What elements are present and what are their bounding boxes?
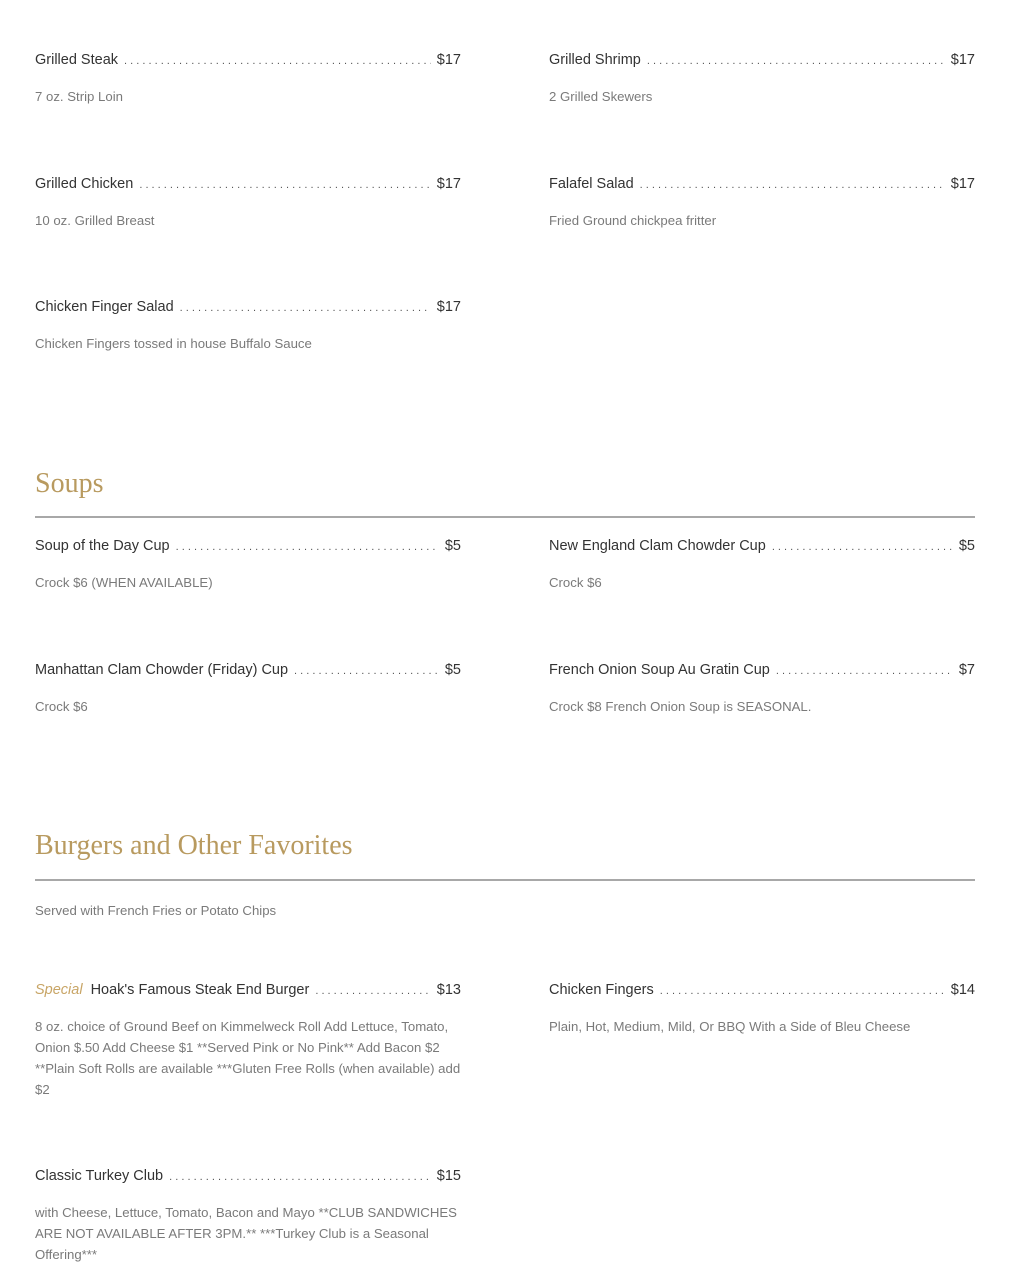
menu-item-grilled-shrimp (549, 52, 975, 107)
special-tag: Special (35, 982, 83, 998)
item-price: $17 (950, 176, 975, 192)
section-divider (35, 516, 975, 518)
item-description: 7 oz. Strip Loin (35, 89, 123, 104)
item-name: Chicken Finger Salad (35, 299, 174, 315)
dot-leader (169, 1171, 431, 1183)
item-name: Soup of the Day Cup (35, 538, 170, 554)
item-description: Crock $8 French Onion Soup is SEASONAL. (549, 699, 812, 714)
item-price: $17 (436, 52, 461, 68)
item-price: $5 (444, 538, 461, 554)
item-name: Falafel Salad (549, 176, 634, 192)
item-price: $15 (436, 1168, 461, 1184)
section-note: Served with French Fries or Potato Chips (35, 903, 277, 918)
item-description: 10 oz. Grilled Breast (35, 213, 155, 228)
item-price: $14 (950, 982, 975, 998)
item-name: Hoak's Famous Steak End Burger (90, 982, 310, 998)
item-name: Manhattan Clam Chowder (Friday) Cup (35, 662, 289, 678)
menu-item-chicken-fingers (549, 982, 975, 1037)
menu-item-grilled-chicken (35, 176, 461, 231)
item-description: 8 oz. choice of Ground Beef on Kimmelweck Roll Add Lettuce, Tomato, Onion $.50 Add Cheese $1 **Served Pink or No Pink** Add Bacon $2 **Plain Soft Rolls are available ***Gluten Free Rolls (when available) add $2 (35, 1019, 461, 1097)
menu-item-chicken-finger-salad (35, 299, 461, 354)
item-name: Grilled Chicken (35, 176, 134, 192)
item-price: $17 (950, 52, 975, 68)
item-price: $5 (444, 662, 461, 678)
section-title-soups: Soups (35, 468, 104, 499)
item-description: Fried Ground chickpea fritter (549, 213, 717, 228)
item-name: Grilled Shrimp (549, 52, 641, 68)
section-divider (35, 879, 975, 881)
menu-item-falafel-salad (549, 176, 975, 231)
dot-leader (772, 541, 953, 553)
menu-item-manhattan-clam-chowder (35, 662, 461, 717)
item-name: Chicken Fingers (549, 982, 654, 998)
dot-leader (180, 302, 431, 314)
section-title-burgers: Burgers and Other Favorites (35, 830, 353, 861)
menu-item-grilled-steak (35, 52, 461, 107)
item-description: Crock $6 (35, 699, 88, 714)
item-description: with Cheese, Lettuce, Tomato, Bacon and Mayo **CLUB SANDWICHES ARE NOT AVAILABLE AFTER 3PM.** ***Turkey Club is a Seasonal Offering*** (35, 1205, 457, 1262)
dot-leader (647, 55, 945, 67)
dot-leader (640, 179, 945, 191)
item-price: $17 (436, 176, 461, 192)
item-price: $13 (436, 982, 461, 998)
item-description: Plain, Hot, Medium, Mild, Or BBQ With a Side of Bleu Cheese (549, 1019, 911, 1034)
item-price: $5 (958, 538, 975, 554)
item-name: Grilled Steak (35, 52, 119, 68)
item-description: Crock $6 (WHEN AVAILABLE) (35, 575, 213, 590)
dot-leader (660, 985, 945, 997)
item-price: $7 (958, 662, 975, 678)
item-description: Crock $6 (549, 575, 602, 590)
item-description: 2 Grilled Skewers (549, 89, 653, 104)
item-description: Chicken Fingers tossed in house Buffalo Sauce (35, 336, 312, 351)
dot-leader (315, 985, 430, 997)
item-name: French Onion Soup Au Gratin Cup (549, 662, 770, 678)
menu-item-new-england-clam-chowder (549, 538, 975, 593)
menu-item-steak-end-burger (35, 982, 461, 1100)
menu-item-soup-of-the-day (35, 538, 461, 593)
item-name: New England Clam Chowder Cup (549, 538, 766, 554)
menu-item-classic-turkey-club (35, 1168, 461, 1265)
menu-item-french-onion-soup (549, 662, 975, 717)
dot-leader (776, 665, 953, 677)
dot-leader (176, 541, 439, 553)
dot-leader (294, 665, 439, 677)
dot-leader (139, 179, 430, 191)
item-price: $17 (436, 299, 461, 315)
item-name: Classic Turkey Club (35, 1168, 164, 1184)
dot-leader (124, 55, 431, 67)
